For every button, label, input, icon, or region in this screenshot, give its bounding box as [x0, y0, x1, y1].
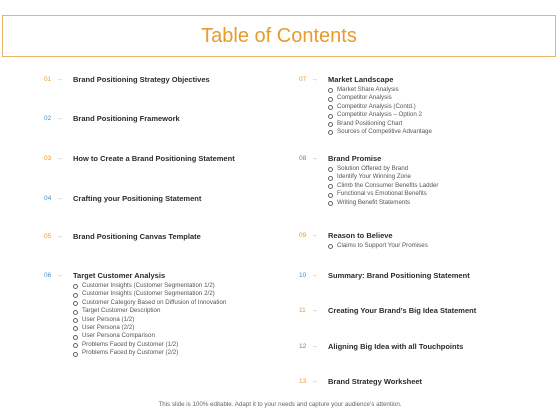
arrow-right-icon: → — [311, 271, 318, 279]
toc-subitem: Customer Insights (Customer Segmentation 2/2) — [73, 290, 274, 298]
toc-entry-number: 12 — [299, 342, 307, 350]
toc-subitem: Customer Insights (Customer Segmentation 1/2) — [73, 282, 274, 290]
toc-entry-number: 10 — [299, 271, 307, 279]
arrow-right-icon: → — [311, 231, 318, 239]
toc-entry-label: Brand Promise — [328, 153, 382, 163]
toc-entry-08[interactable] — [299, 152, 529, 207]
toc-entry-label: Crafting your Positioning Statement — [73, 193, 202, 203]
toc-entry-number: 13 — [299, 377, 307, 385]
toc-entry-number: 04 — [44, 194, 52, 202]
toc-subitem: Functional vs Emotional Benefits — [328, 190, 529, 198]
toc-entry-09[interactable] — [299, 229, 529, 250]
toc-entry-number: 02 — [44, 114, 52, 122]
toc-subitem: Target Customer Description — [73, 307, 274, 315]
toc-subitem-list — [44, 282, 274, 358]
toc-entry-number: 01 — [44, 75, 52, 83]
arrow-right-icon: → — [311, 377, 318, 385]
arrow-right-icon: → — [56, 114, 63, 122]
toc-subitem: User Persona Comparison — [73, 332, 274, 340]
toc-subitem-list — [299, 165, 529, 207]
toc-subitem: Brand Positioning Chart — [328, 120, 529, 128]
title-box — [2, 15, 556, 57]
toc-subitem: Market Share Analysis — [328, 86, 529, 94]
toc-entry-heading — [44, 152, 274, 164]
toc-subitem: Competitor Analysis — [328, 94, 529, 102]
toc-entry-heading — [299, 340, 529, 352]
arrow-right-icon: → — [56, 154, 63, 162]
toc-subitem: User Persona (2/2) — [73, 324, 274, 332]
toc-entry-12[interactable] — [299, 340, 529, 352]
arrow-right-icon: → — [56, 271, 63, 279]
toc-entry-10[interactable] — [299, 269, 529, 281]
toc-entry-number: 09 — [299, 231, 307, 239]
footer-note: This slide is 100% editable. Adapt it to your needs and capture your audience’s attention. — [158, 401, 402, 408]
toc-entry-number: 05 — [44, 232, 52, 240]
toc-entry-number: 06 — [44, 271, 52, 279]
toc-entry-heading — [44, 230, 274, 242]
toc-entry-03[interactable] — [44, 152, 274, 164]
toc-entry-heading — [44, 112, 274, 124]
toc-entry-label: Creating Your Brand’s Big Idea Statement — [328, 305, 477, 315]
toc-entry-label: Aligning Big Idea with all Touchpoints — [328, 341, 464, 351]
toc-entry-label: Reason to Believe — [328, 230, 393, 240]
arrow-right-icon: → — [311, 342, 318, 350]
toc-entry-heading — [299, 229, 529, 241]
toc-entry-02[interactable] — [44, 112, 274, 124]
toc-entry-13[interactable] — [299, 375, 529, 387]
toc-entry-heading — [44, 192, 274, 204]
toc-entry-heading — [299, 375, 529, 387]
toc-subitem: Competitor Analysis – Option 2 — [328, 111, 529, 119]
toc-subitem: User Persona (1/2) — [73, 316, 274, 324]
toc-entry-heading — [299, 152, 529, 164]
toc-entry-heading — [299, 304, 529, 316]
toc-entry-heading — [299, 269, 529, 281]
arrow-right-icon: → — [311, 75, 318, 83]
toc-subitem-list — [299, 242, 529, 250]
toc-subitem: Claims to Support Your Promises — [328, 242, 529, 250]
toc-entry-04[interactable] — [44, 192, 274, 204]
arrow-right-icon: → — [56, 194, 63, 202]
toc-entry-heading — [299, 73, 529, 85]
arrow-right-icon: → — [56, 232, 63, 240]
toc-subitem-list — [299, 86, 529, 136]
toc-entry-heading — [44, 73, 274, 85]
toc-entry-label: Target Customer Analysis — [73, 270, 166, 280]
toc-entry-number: 11 — [299, 306, 306, 314]
arrow-right-icon: → — [56, 75, 63, 83]
toc-subitem: Problems Faced by Customer (1/2) — [73, 341, 274, 349]
toc-entry-label: How to Create a Brand Positioning Statement — [73, 153, 235, 163]
toc-entry-01[interactable] — [44, 73, 274, 85]
toc-subitem: Customer Category Based on Diffusion of Innovation — [73, 299, 274, 307]
toc-entry-label: Brand Positioning Canvas Template — [73, 231, 201, 241]
toc-entry-label: Brand Strategy Worksheet — [328, 376, 423, 386]
toc-entry-05[interactable] — [44, 230, 274, 242]
toc-entry-number: 08 — [299, 154, 307, 162]
toc-subitem: Identify Your Winning Zone — [328, 173, 529, 181]
toc-subitem: Competitor Analysis (Contd.) — [328, 103, 529, 111]
toc-entry-06[interactable] — [44, 269, 274, 358]
toc-entry-number: 03 — [44, 154, 52, 162]
toc-entry-label: Brand Positioning Framework — [73, 113, 180, 123]
toc-entry-label: Summary: Brand Positioning Statement — [328, 270, 470, 280]
arrow-right-icon: → — [311, 154, 318, 162]
toc-entry-07[interactable] — [299, 73, 529, 136]
toc-subitem: Climb the Consumer Benefits Ladder — [328, 182, 529, 190]
toc-subitem: Problems Faced by Customer (2/2) — [73, 349, 274, 357]
toc-subitem: Solution Offered by Brand — [328, 165, 529, 173]
toc-entry-label: Brand Positioning Strategy Objectives — [73, 74, 210, 84]
toc-subitem: Sources of Competitive Advantage — [328, 128, 529, 136]
toc-entry-label: Market Landscape — [328, 74, 394, 84]
page-title: Table of Contents — [201, 24, 357, 47]
toc-subitem: Writing Benefit Statements — [328, 199, 529, 207]
toc-entry-11[interactable] — [299, 304, 529, 316]
toc-entry-number: 07 — [299, 75, 307, 83]
arrow-right-icon: → — [311, 306, 318, 314]
toc-entry-heading — [44, 269, 274, 281]
